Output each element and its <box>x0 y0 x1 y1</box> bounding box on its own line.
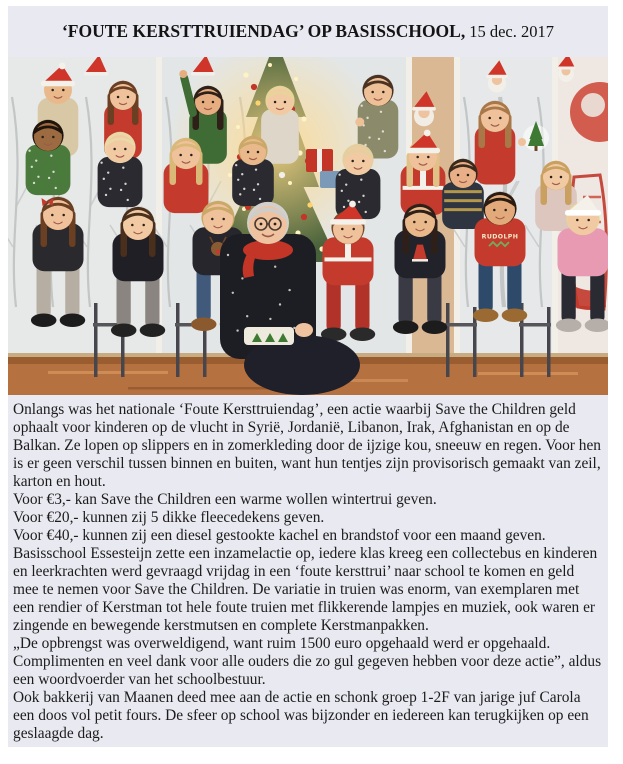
article-date: 15 dec. 2017 <box>469 21 554 41</box>
paragraph: Basisschool Essesteijn zette een inzamelactie op, iedere klas kreeg een collectebus en kinderen en leerkrachten werd gevraagd vrijdag in een ‘foute kersttrui’ naar school te komen en geld mee te nemen voor Save the Children. De variatie in truien was enorm, van exemplaren met een rendier of Kerstman tot hele foute truien met flikkerende lampjes en muziek, ook waren er zingende en bewegende kerstmutsen en complete Kerstmanpakken. <box>13 545 598 634</box>
paragraph: Voor €3,- kan Save the Children een warme wollen wintertrui geven. <box>13 491 437 508</box>
paragraph: Onlangs was het nationale ‘Foute Kersttruiendag’, een actie waarbij Save the Children geld ophaalt voor kinderen op de vlucht in Syrië, Jordanië, Libanon, Irak, Afghanistan en op de Balkan. Ze lopen op slippers en in zomerkleding door de ijzige kou, sneeuw en regen. Voor hen is er geen verschil tussen binnen en buiten, want hun tentjes zijn provisorisch gemaakt van zeil, karton en hout. <box>13 401 601 490</box>
paragraph: Ook bakkerij van Maanen deed mee aan de actie en schonk groep 1-2F van jarige juf Carola een doos vol petit fours. De sfeer op school was bijzonder en iedereen kan terugkijken op een geslaagde dag. <box>13 689 589 742</box>
paragraph: Voor €40,- kunnen zij een diesel gestookte kachel en brandstof voor een maand geven. <box>13 527 546 544</box>
article-title <box>8 6 608 57</box>
paragraph: Voor €20,- kunnen zij 5 dikke fleecedekens geven. <box>13 509 325 526</box>
svg-text:RUDOLPH: RUDOLPH <box>481 233 519 241</box>
class-photo <box>8 57 608 395</box>
paragraph: „De opbrengst was overweldigend, want ruim 1500 euro opgehaald werd er opgehaald. Complimenten en veel dank voor alle ouders die zo gul gegeven hebben voor deze actie”, aldus een woordvoerder van het schoolbestuur. <box>13 635 602 688</box>
class-photo-illustration <box>8 57 608 395</box>
article-title-text: ‘FOUTE KERSTTRUIENDAG’ OP BASISSCHOOL, <box>61 21 466 41</box>
article-body <box>8 395 608 743</box>
newsletter-page <box>8 6 608 747</box>
